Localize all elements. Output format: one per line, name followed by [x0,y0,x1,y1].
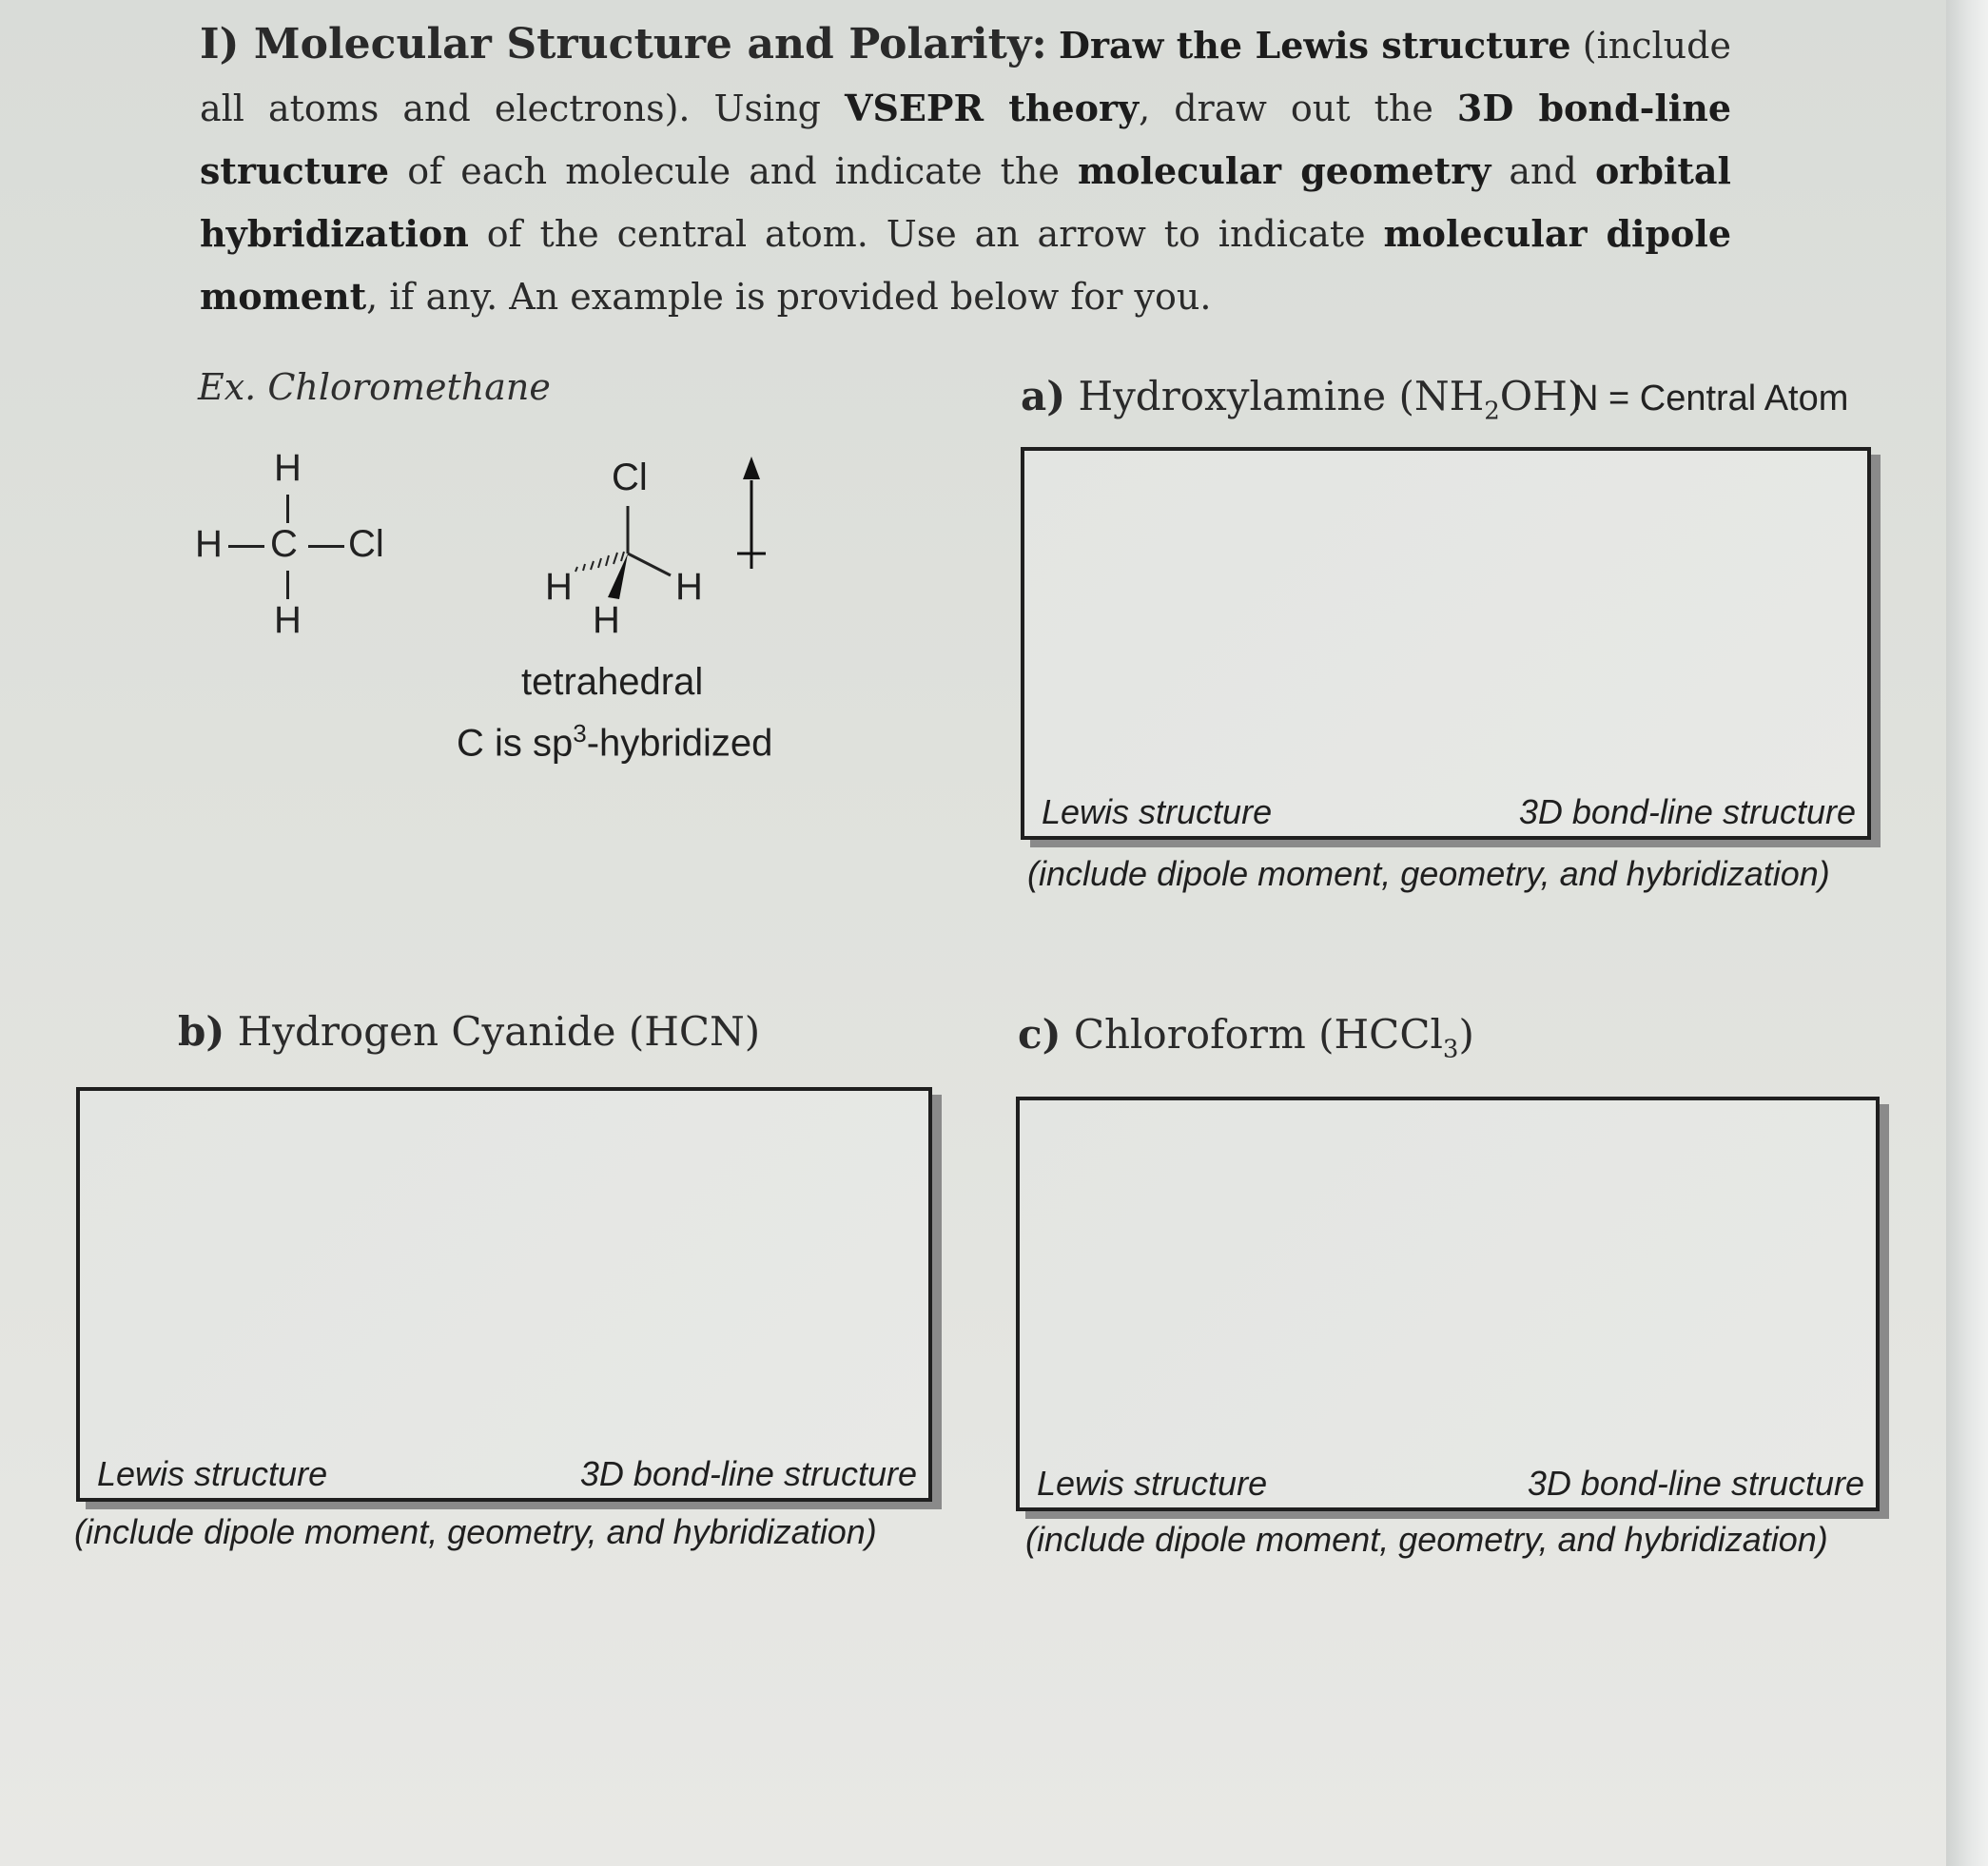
instruction-bold-lewis: Draw the Lewis structure [1059,24,1571,67]
instruction-text: of the central atom. Use an arrow to indicate [486,213,1366,255]
instructions-paragraph [200,13,1731,328]
bond-line-structure-label: 3D bond-line structure [579,1454,917,1493]
instruction-bold-3d: 3D bond-line structure [200,87,1732,192]
instruction-text: , if any. An example is provided below for you. [366,276,1212,318]
question-letter: a) [1021,373,1066,419]
instruction-text: (include all atoms and electrons). Using [200,25,1731,129]
bond-line [286,495,289,523]
molecule-name: Chloroform (HCCl [1073,1011,1443,1058]
answer-a-instructions: (include dipole moment, geometry, and hybridization) [1027,854,1830,893]
lewis-structure-label: Lewis structure [1042,792,1273,831]
example-title: Ex. Chloromethane [198,366,551,408]
hybridization-prefix: C is sp [457,722,574,765]
instruction-text: , draw out the [1139,87,1433,129]
atom-h-hashed: H [545,566,573,608]
atom-h-bottom: H [274,599,302,641]
subscript: 3 [1442,1035,1459,1064]
dipole-arrow [737,457,766,569]
instruction-bold-dipole: molecular dipole moment [200,212,1731,318]
molecule-name-end: OH) [1499,373,1584,419]
bond-line [308,545,344,548]
instruction-bold-hybridization: orbital hybridization [200,149,1731,255]
answer-box-c[interactable] [1016,1097,1880,1511]
central-atom-note: N = Central Atom [1572,379,1849,418]
answer-box-b[interactable] [76,1087,932,1502]
subscript: 2 [1484,397,1500,426]
atom-h-top: H [274,447,302,489]
example-lewis-structure [190,447,409,651]
molecule-name: Hydroxylamine (NH [1078,373,1485,419]
answer-b-instructions: (include dipole moment, geometry, and hybridization) [74,1512,877,1551]
hybridization-superscript: 3 [573,719,587,748]
answer-c-instructions: (include dipole moment, geometry, and hybridization) [1025,1520,1828,1559]
lewis-structure-label: Lewis structure [1037,1464,1268,1503]
bond-line-structure-label: 3D bond-line structure [1518,792,1856,831]
bond-drawing [528,447,794,656]
bond-line [228,545,264,548]
lewis-structure-label: Lewis structure [97,1454,328,1493]
atom-c-center: C [270,523,298,565]
atom-cl-right: Cl [348,523,384,565]
question-b-title [178,1008,760,1055]
answer-box-a[interactable] [1021,447,1871,840]
atom-h-plain: H [675,566,703,608]
example-3d-structure [528,447,794,656]
section-heading: I) Molecular Structure and Polarity: [200,20,1047,68]
instruction-bold-vsepr: VSEPR theory [845,87,1140,129]
bond-line [286,571,289,599]
bond-line-structure-label: 3D bond-line structure [1527,1464,1864,1503]
atom-h-wedge: H [593,599,620,641]
question-letter: c) [1018,1011,1062,1058]
atom-h-left: H [195,523,223,565]
example-geometry: tetrahedral [521,661,704,703]
instruction-text: and [1509,150,1577,192]
instruction-bold-geometry: molecular geometry [1077,149,1491,192]
molecule-name-end: ) [1458,1011,1474,1058]
question-letter: b) [178,1008,225,1055]
example-hybridization [457,719,772,765]
molecule-name: Hydrogen Cyanide (HCN) [237,1008,761,1055]
page-edge [1946,0,1988,1866]
instruction-text: of each molecule and indicate the [407,150,1060,192]
atom-cl: Cl [612,457,648,498]
question-a-title [1021,373,1583,425]
question-c-title [1018,1011,1474,1063]
hybridization-suffix: -hybridized [586,722,773,765]
